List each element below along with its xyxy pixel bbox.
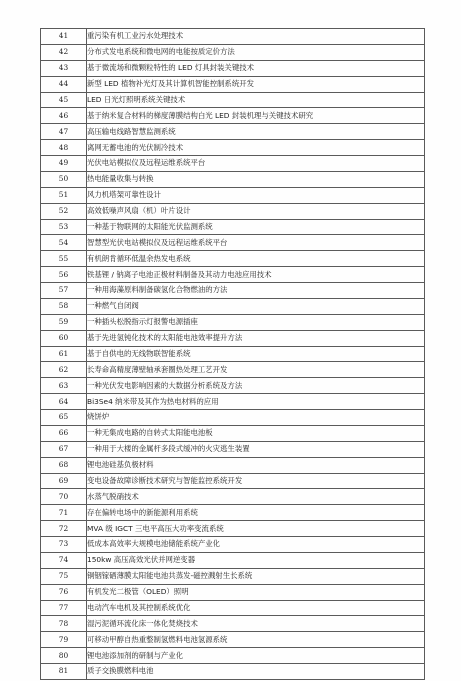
table-row xyxy=(41,505,425,521)
row-number: 46 xyxy=(41,108,87,124)
table-row xyxy=(41,473,425,489)
row-number: 73 xyxy=(41,537,87,553)
row-number: 51 xyxy=(41,187,87,203)
row-number: 49 xyxy=(41,156,87,172)
row-title: 一种基于物联网的太阳能光伏监测系统 xyxy=(87,219,425,235)
table-row xyxy=(41,362,425,378)
row-title: 水蒸气脱硝技术 xyxy=(87,489,425,505)
table-row xyxy=(41,410,425,426)
row-title: 基于自供电的无线物联智能系统 xyxy=(87,346,425,362)
table-row xyxy=(41,330,425,346)
row-title: 风力机塔架可靠性设计 xyxy=(87,187,425,203)
row-title: 铜铟镓硒薄膜太阳能电池共蒸发-磁控溅射生长系统 xyxy=(87,568,425,584)
row-number: 77 xyxy=(41,600,87,616)
row-title: 基于纳米复合材料的梯度薄膜结构白光 LED 封装机理与关键技术研究 xyxy=(87,108,425,124)
table-row xyxy=(41,29,425,45)
row-number: 60 xyxy=(41,330,87,346)
row-title: 离网无蓄电池的光伏制冷技术 xyxy=(87,140,425,156)
row-title: LED 日光灯照明系统关键技术 xyxy=(87,92,425,108)
row-title: 基于微流场和微颗粒特性的 LED 灯具封装关键技术 xyxy=(87,60,425,76)
table-row xyxy=(41,92,425,108)
row-title: 新型 LED 植物补光灯及其计算机智能控制系统开发 xyxy=(87,76,425,92)
row-number: 74 xyxy=(41,552,87,568)
table-row xyxy=(41,521,425,537)
row-number: 72 xyxy=(41,521,87,537)
row-title: 有机朗肯循环低温余热发电系统 xyxy=(87,251,425,267)
row-number: 47 xyxy=(41,124,87,140)
table-row xyxy=(41,203,425,219)
table-row xyxy=(41,584,425,600)
row-number: 57 xyxy=(41,283,87,299)
row-title: 湿污泥循环流化床一体化焚烧技术 xyxy=(87,616,425,632)
row-title: 一种用海藻原料制备碳氢化合物燃油的方法 xyxy=(87,283,425,299)
row-number: 42 xyxy=(41,44,87,60)
table-row xyxy=(41,124,425,140)
table-row xyxy=(41,537,425,553)
row-number: 52 xyxy=(41,203,87,219)
row-title: 一种用于大楼的金属杆多段式缓冲的火灾逃生装置 xyxy=(87,441,425,457)
row-title: 锂电池硅基负极材料 xyxy=(87,457,425,473)
row-number: 50 xyxy=(41,171,87,187)
row-number: 81 xyxy=(41,664,87,680)
table-row xyxy=(41,664,425,680)
table-row xyxy=(41,457,425,473)
table-row xyxy=(41,235,425,251)
row-title: 热电能量收集与转换 xyxy=(87,171,425,187)
technology-list-table xyxy=(40,28,425,680)
table-row xyxy=(41,283,425,299)
row-title: 变电设备故障诊断技术研究与智能监控系统开发 xyxy=(87,473,425,489)
table-row xyxy=(41,314,425,330)
row-title: 存在偏转电场中的新能源利用系统 xyxy=(87,505,425,521)
row-title: 可移动甲醇自热重整制氢燃料电池氢源系统 xyxy=(87,632,425,648)
row-title: 一种无集成电路的自转式太阳能电池板 xyxy=(87,425,425,441)
row-title: Bi3Se4 纳米带及其作为热电材料的应用 xyxy=(87,394,425,410)
row-title: MVA 级 IGCT 三电平高压大功率变流系统 xyxy=(87,521,425,537)
row-number: 54 xyxy=(41,235,87,251)
row-number: 45 xyxy=(41,92,87,108)
row-number: 70 xyxy=(41,489,87,505)
table-row xyxy=(41,552,425,568)
row-number: 53 xyxy=(41,219,87,235)
row-title: 光伏电站模拟仪及远程运维系统平台 xyxy=(87,156,425,172)
table-row xyxy=(41,600,425,616)
row-number: 75 xyxy=(41,568,87,584)
table-row xyxy=(41,632,425,648)
table-row xyxy=(41,156,425,172)
row-number: 79 xyxy=(41,632,87,648)
row-title: 重污染有机工业污水处理技术 xyxy=(87,29,425,45)
table-row xyxy=(41,394,425,410)
row-number: 59 xyxy=(41,314,87,330)
table-row xyxy=(41,425,425,441)
table-row xyxy=(41,187,425,203)
table-row xyxy=(41,140,425,156)
row-number: 56 xyxy=(41,267,87,283)
table-row xyxy=(41,44,425,60)
table-body xyxy=(41,29,425,680)
row-title: 烧饼炉 xyxy=(87,410,425,426)
row-number: 68 xyxy=(41,457,87,473)
row-number: 41 xyxy=(41,29,87,45)
row-number: 76 xyxy=(41,584,87,600)
row-number: 80 xyxy=(41,648,87,664)
row-title: 低成本高效率大规模电池储能系统产业化 xyxy=(87,537,425,553)
row-number: 62 xyxy=(41,362,87,378)
table-row xyxy=(41,171,425,187)
row-number: 43 xyxy=(41,60,87,76)
table-row xyxy=(41,267,425,283)
row-title: 锂电池添加剂的研制与产业化 xyxy=(87,648,425,664)
row-number: 69 xyxy=(41,473,87,489)
row-title: 长寿命高精度薄壁轴承套圈热处理工艺开发 xyxy=(87,362,425,378)
row-title: 一种插头松脱指示灯报警电源插座 xyxy=(87,314,425,330)
row-title: 高效低噪声风扇（机）叶片设计 xyxy=(87,203,425,219)
row-number: 78 xyxy=(41,616,87,632)
row-title: 一种燃气自闭阀 xyxy=(87,298,425,314)
row-title: 基于先进氢钝化技术的太阳能电池效率提升方法 xyxy=(87,330,425,346)
row-number: 55 xyxy=(41,251,87,267)
row-number: 48 xyxy=(41,140,87,156)
row-number: 61 xyxy=(41,346,87,362)
row-number: 58 xyxy=(41,298,87,314)
table-row xyxy=(41,298,425,314)
table-row xyxy=(41,219,425,235)
row-number: 63 xyxy=(41,378,87,394)
row-title: 智慧型光伏电站模拟仪及远程运维系统平台 xyxy=(87,235,425,251)
table-row xyxy=(41,76,425,92)
row-number: 71 xyxy=(41,505,87,521)
row-number: 64 xyxy=(41,394,87,410)
table-row xyxy=(41,346,425,362)
row-title: 150kw 高压高效光伏并网逆变器 xyxy=(87,552,425,568)
row-title: 铁基锂 / 钠离子电池正极材料制备及其动力电池应用技术 xyxy=(87,267,425,283)
table-row xyxy=(41,616,425,632)
row-title: 高压输电线路智慧监测系统 xyxy=(87,124,425,140)
table-row xyxy=(41,489,425,505)
table-row xyxy=(41,441,425,457)
table-row xyxy=(41,251,425,267)
row-title: 有机发光二极管（OLED）照明 xyxy=(87,584,425,600)
table-row xyxy=(41,648,425,664)
row-title: 电动汽车电机及其控制系统优化 xyxy=(87,600,425,616)
row-number: 66 xyxy=(41,425,87,441)
row-number: 65 xyxy=(41,410,87,426)
row-number: 44 xyxy=(41,76,87,92)
row-number: 67 xyxy=(41,441,87,457)
table-row xyxy=(41,568,425,584)
table-row xyxy=(41,378,425,394)
table-row xyxy=(41,60,425,76)
table-row xyxy=(41,108,425,124)
row-title: 一种光伏发电影响因素的大数据分析系统及方法 xyxy=(87,378,425,394)
row-title: 质子交换膜燃料电池 xyxy=(87,664,425,680)
row-title: 分布式发电系统和微电网的电能按质定价方法 xyxy=(87,44,425,60)
